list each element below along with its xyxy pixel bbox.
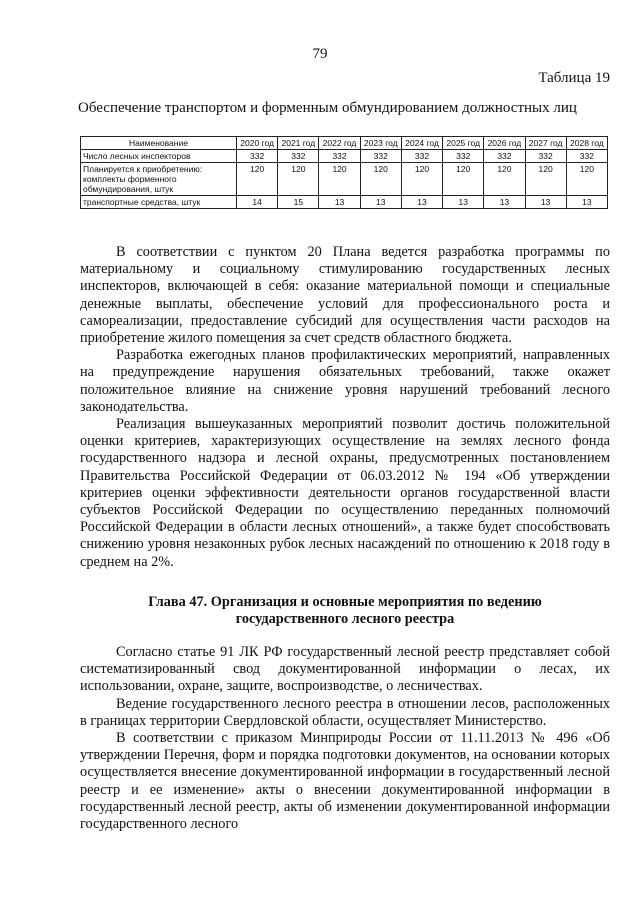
table-cell-name: транспортные средства, штук [81,196,237,209]
table-header-cell: 2021 год [278,137,319,150]
table-header-cell: 2028 год [566,137,607,150]
table-header-cell: 2026 год [484,137,525,150]
table-row [81,196,608,209]
chapter-heading-line: Глава 47. Организация и основные мероприятия по ведению [148,594,542,610]
table-cell: 120 [319,163,360,196]
table-cell: 13 [443,196,484,209]
paragraph: В соответствии с пунктом 20 Плана ведется разработка программы по материальному и социальному стимулированию государственных лесных инспекторов, включающей в себя: оказание материальной помощи и специальные денежные выплаты, обеспечение условий для профессионального роста и самореализации, предоставление субсидий для осуществления части расходов на приобретение жилого помещения за счет средств областного бюджета. [80,244,610,347]
table-cell: 13 [360,196,401,209]
table-cell: 332 [319,150,360,163]
paragraph: В соответствии с приказом Минприроды России от 11.11.2013 № 496 «Об утверждении Перечня, форм и порядка подготовки документов, на основании которых осуществляется внесение документированной информации в государственный лесной реестр и ее изменение» акты о внесении документированной информации в государственный лесной реестр, акты об изменении документированной информации государственного лесного [80,730,610,833]
table-cell: 120 [360,163,401,196]
section-inspectors [80,244,610,571]
table-cell: 120 [278,163,319,196]
table-header-cell: 2024 год [401,137,442,150]
table-cell: 13 [566,196,607,209]
table-cell: 332 [360,150,401,163]
page-number: 79 [312,46,328,62]
chapter-heading-line: государственного лесного реестра [235,611,455,628]
paragraph: Разработка ежегодных планов профилактических мероприятий, направленных на предупреждение нарушения обязательных требований, также окажет положительное влияние на снижение уровня нарушений требований лесного законодательства. [80,347,610,415]
table-header-cell: 2022 год [319,137,360,150]
table-header-cell: 2023 год [360,137,401,150]
table-cell: 332 [237,150,278,163]
table-cell: 120 [566,163,607,196]
table-cell-name: Число лесных инспекторов [81,150,237,163]
paragraph: Реализация вышеуказанных мероприятий позволит достичь положительной оценки критериев, характеризующих осуществление на землях лесного фонда государственного надзора и лесной охраны, предусмотренных постановлением Правительства Российской Федерации от 06.03.2012 № 194 «Об утверждении критериев оценки эффективности деятельности органов государственной власти субъектов Российской Федерации по осуществлению переданных полномочий Российской Федерации в области лесных отношений», а также будет способствовать снижению уровня незаконных рубок лесных насаждений по отношению к 2018 году в среднем на 2%. [80,416,610,570]
table-cell: 332 [278,150,319,163]
table-cell: 14 [237,196,278,209]
table-header-row [81,137,608,150]
data-table [80,136,608,209]
table-cell: 332 [484,150,525,163]
table-title: Обеспечение транспортом и форменным обмундированием должностных лиц [78,100,577,116]
table-cell: 120 [401,163,442,196]
table-cell: 332 [443,150,484,163]
paragraph: Ведение государственного лесного реестра в отношении лесов, расположенных в границах территории Свердловской области, осуществляет Министерство. [80,695,610,729]
table-cell: 332 [401,150,442,163]
table-header-cell: Наименование [81,137,237,150]
chapter-heading [80,594,610,628]
table-cell: 13 [484,196,525,209]
table-row [81,150,608,163]
table-cell: 120 [484,163,525,196]
table-header-cell: 2020 год [237,137,278,150]
table-cell-name: Планируется к приобретению: комплекты форменного обмундирования, штук [81,163,237,196]
table-cell: 15 [278,196,319,209]
table-cell: 120 [237,163,278,196]
table-cell: 332 [525,150,566,163]
table-header-cell: 2025 год [443,137,484,150]
table-cell: 13 [525,196,566,209]
table-cell: 120 [443,163,484,196]
table-cell: 13 [319,196,360,209]
table-row [81,163,608,196]
section-forest-registry [80,644,610,833]
table-label: Таблица 19 [538,70,610,86]
table-header-cell: 2027 год [525,137,566,150]
table-cell: 120 [525,163,566,196]
table-cell: 13 [401,196,442,209]
table-cell: 332 [566,150,607,163]
paragraph: Согласно статье 91 ЛК РФ государственный лесной реестр представляет собой систематизированный свод документированной информации о лесах, их использовании, охране, защите, воспроизводстве, о лесничествах. [80,644,610,695]
